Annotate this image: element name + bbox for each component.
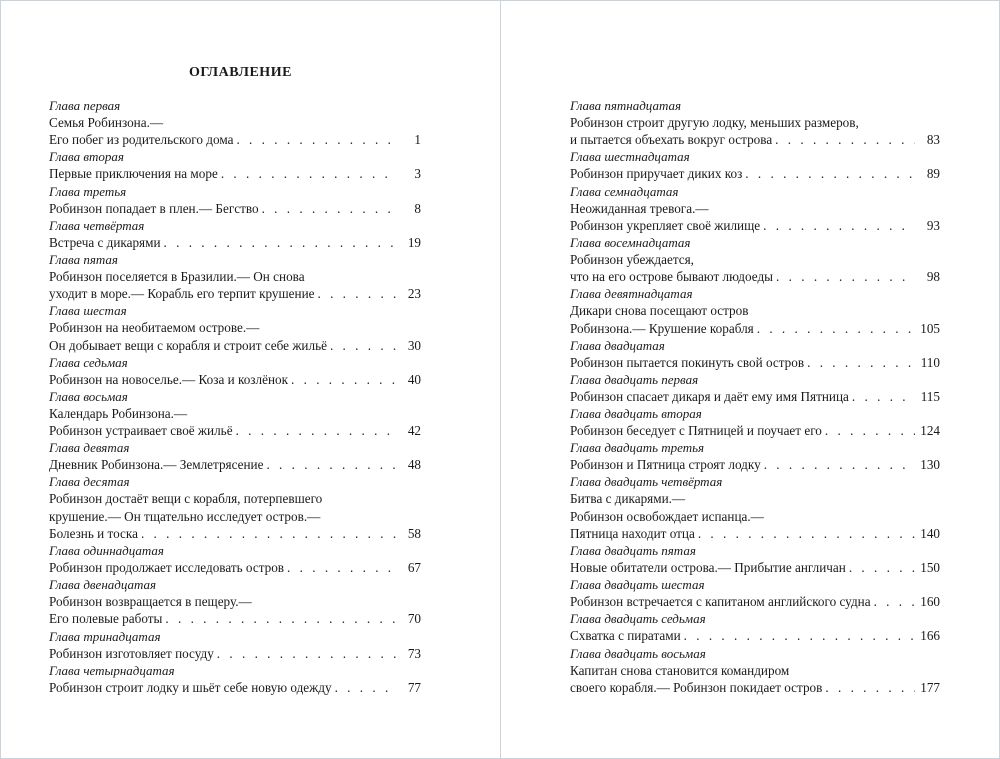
chapter-heading: Глава двадцатая bbox=[570, 337, 665, 353]
dot-leader bbox=[262, 200, 396, 217]
dot-leader bbox=[165, 610, 396, 627]
chapter-title-line: Робинзон возвращается в пещеру.— bbox=[49, 594, 252, 610]
toc-entry bbox=[570, 148, 940, 182]
chapter-heading: Глава первая bbox=[49, 98, 121, 113]
chapter-title-last-line bbox=[49, 645, 421, 662]
chapter-title-text: Он добывает вещи с корабля и строит себе жильё bbox=[49, 337, 327, 353]
chapter-title-text: что на его острове бывают людоеды bbox=[570, 269, 774, 285]
toc-entry bbox=[570, 645, 940, 696]
toc-list-right bbox=[570, 97, 940, 696]
page-number: 93 bbox=[926, 217, 940, 233]
dot-leader bbox=[745, 165, 915, 182]
chapter-title-text: Первые приключения на море bbox=[49, 166, 218, 182]
dot-leader bbox=[849, 559, 915, 576]
toc-entry bbox=[570, 439, 940, 473]
chapter-title-text: Робинзон на новоселье.— Коза и козлёнок bbox=[49, 371, 288, 387]
chapter-title-text: и пытается объехать вокруг острова bbox=[570, 132, 773, 148]
dot-leader bbox=[335, 679, 396, 696]
chapter-title-last-line bbox=[570, 165, 940, 182]
chapter-heading: Глава девятая bbox=[49, 440, 130, 456]
chapter-title-text: своего корабля.— Робинзон покидает остров bbox=[570, 679, 823, 695]
chapter-title-last-line bbox=[570, 456, 940, 473]
toc-entry bbox=[49, 97, 421, 148]
chapter-heading: Глава шестнадцатая bbox=[570, 149, 690, 165]
dot-leader bbox=[291, 371, 396, 388]
chapter-title-text: Робинзон изготовляет посуду bbox=[49, 645, 214, 661]
page-number: 177 bbox=[920, 679, 940, 695]
toc-entry bbox=[49, 542, 421, 576]
toc-entry bbox=[49, 251, 421, 302]
chapter-title-text: Робинзон строит лодку и шьёт себе новую одежду bbox=[49, 679, 332, 695]
dot-leader bbox=[217, 645, 396, 662]
chapter-title-text: уходит в море.— Корабль его терпит крушение bbox=[49, 286, 315, 302]
toc-entry bbox=[49, 439, 421, 473]
dot-leader bbox=[825, 422, 915, 439]
page-number: 105 bbox=[920, 320, 940, 336]
page-number: 83 bbox=[926, 132, 940, 148]
chapter-heading: Глава пятая bbox=[49, 251, 118, 267]
chapter-title-text: Пятница находит отца bbox=[570, 525, 695, 541]
chapter-title-last-line bbox=[49, 456, 421, 473]
chapter-title-last-line bbox=[49, 131, 421, 148]
toc-entry bbox=[570, 576, 940, 610]
chapter-heading: Глава одиннадцатая bbox=[49, 543, 164, 558]
dot-leader bbox=[776, 268, 915, 285]
dot-leader bbox=[807, 354, 915, 371]
chapter-title-text: Робинзона.— Крушение корабля bbox=[570, 320, 754, 336]
chapter-title-last-line bbox=[49, 285, 421, 302]
page-number: 30 bbox=[407, 337, 421, 353]
chapter-title-last-line bbox=[49, 371, 421, 388]
page-number: 73 bbox=[407, 645, 421, 661]
chapter-heading: Глава третья bbox=[49, 183, 127, 199]
chapter-title-line: Робинзон освобождает испанца.— bbox=[570, 508, 764, 524]
chapter-heading: Глава вторая bbox=[49, 149, 124, 165]
toc-entry bbox=[49, 148, 421, 182]
chapter-heading: Глава двадцать четвёртая bbox=[570, 474, 723, 490]
chapter-title-last-line bbox=[49, 422, 421, 439]
page-number: 89 bbox=[926, 166, 940, 182]
toc-entry bbox=[49, 354, 421, 388]
page-number: 166 bbox=[920, 628, 940, 644]
chapter-heading: Глава восьмая bbox=[49, 388, 128, 404]
page-number: 124 bbox=[920, 423, 940, 439]
dot-leader bbox=[141, 525, 396, 542]
page-number: 42 bbox=[407, 423, 421, 439]
toc-entry bbox=[49, 662, 421, 696]
chapter-title-last-line bbox=[570, 320, 940, 337]
chapter-title-line: Неожиданная тревога.— bbox=[570, 200, 709, 216]
dot-leader bbox=[764, 456, 915, 473]
chapter-heading: Глава двадцать шестая bbox=[570, 577, 705, 593]
page-number: 130 bbox=[920, 457, 940, 473]
chapter-title-last-line bbox=[49, 679, 421, 696]
chapter-heading: Глава двадцать восьмая bbox=[570, 645, 706, 661]
page-number: 98 bbox=[926, 269, 940, 285]
toc-entry bbox=[49, 473, 421, 542]
toc-entry bbox=[570, 337, 940, 371]
chapter-heading: Глава двадцать пятая bbox=[570, 543, 696, 558]
page-number: 1 bbox=[414, 132, 421, 148]
chapter-title-last-line bbox=[570, 217, 940, 234]
chapter-title-text: Новые обитатели острова.— Прибытие англичан bbox=[570, 560, 846, 575]
page-number: 70 bbox=[407, 611, 421, 627]
dot-leader bbox=[763, 217, 915, 234]
chapter-title-text: Робинзон устраивает своё жильё bbox=[49, 423, 233, 439]
chapter-title-last-line bbox=[570, 679, 940, 696]
toc-entry bbox=[49, 217, 421, 251]
chapter-heading: Глава девятнадцатая bbox=[570, 286, 693, 302]
chapter-title-text: Робинзон укрепляет своё жилище bbox=[570, 217, 761, 233]
chapter-heading: Глава пятнадцатая bbox=[570, 98, 682, 113]
chapter-heading: Глава седьмая bbox=[49, 354, 128, 370]
dot-leader bbox=[317, 285, 396, 302]
chapter-title-last-line bbox=[570, 388, 940, 405]
chapter-title-text: Встреча с дикарями bbox=[49, 234, 161, 250]
chapter-heading: Глава двадцать седьмая bbox=[570, 611, 706, 627]
chapter-title-line: Семья Робинзона.— bbox=[49, 115, 164, 130]
dot-leader bbox=[757, 320, 915, 337]
chapter-title-line: крушение.— Он тщательно исследует остров.— bbox=[49, 508, 321, 524]
dot-leader bbox=[236, 131, 396, 148]
toc-entry bbox=[570, 285, 940, 336]
chapter-title-last-line bbox=[49, 165, 421, 182]
chapter-title-last-line bbox=[570, 593, 940, 610]
chapter-title-text: Робинзон приручает диких коз bbox=[570, 166, 743, 182]
toc-entry bbox=[570, 405, 940, 439]
chapter-heading: Глава двадцать первая bbox=[570, 371, 699, 387]
chapter-title-text: Дневник Робинзона.— Землетрясение bbox=[49, 457, 264, 473]
toc-entry bbox=[570, 473, 940, 542]
dot-leader bbox=[287, 559, 396, 576]
page-number: 23 bbox=[407, 286, 421, 302]
page-number: 19 bbox=[407, 234, 421, 250]
chapter-heading: Глава четвёртая bbox=[49, 217, 145, 233]
chapter-heading: Глава двадцать вторая bbox=[570, 406, 702, 422]
toc-list-left bbox=[49, 97, 421, 696]
chapter-title-last-line bbox=[570, 627, 940, 644]
page-number: 40 bbox=[407, 371, 421, 387]
chapter-heading: Глава восемнадцатая bbox=[570, 234, 691, 250]
toc-entry bbox=[570, 610, 940, 644]
chapter-heading: Глава четырнадцатая bbox=[49, 662, 175, 678]
chapter-title-text: Болезнь и тоска bbox=[49, 525, 138, 541]
chapter-title-last-line bbox=[49, 337, 421, 354]
chapter-title-text: Робинзон пытается покинуть свой остров bbox=[570, 354, 805, 370]
toc-entry bbox=[49, 302, 421, 353]
toc-entry bbox=[49, 388, 421, 439]
page-number: 58 bbox=[407, 525, 421, 541]
chapter-heading: Глава двадцать третья bbox=[570, 440, 705, 456]
chapter-title-line: Календарь Робинзона.— bbox=[49, 405, 188, 421]
toc-title: ОГЛАВЛЕНИЕ bbox=[189, 65, 292, 80]
page-number: 115 bbox=[920, 388, 940, 404]
page-number: 150 bbox=[920, 560, 940, 575]
toc-entry bbox=[570, 234, 940, 285]
chapter-title-last-line bbox=[49, 610, 421, 627]
chapter-title-last-line bbox=[49, 559, 421, 576]
chapter-title-last-line bbox=[570, 422, 940, 439]
chapter-title-text: Робинзон и Пятница строят лодку bbox=[570, 457, 761, 473]
chapter-title-last-line bbox=[570, 525, 940, 542]
toc-entry bbox=[570, 542, 940, 576]
chapter-title-last-line bbox=[570, 268, 940, 285]
chapter-title-line: Робинзон достаёт вещи с корабля, потерпевшего bbox=[49, 491, 323, 507]
dot-leader bbox=[330, 337, 396, 354]
toc-entry bbox=[570, 371, 940, 405]
chapter-title-text: Его побег из родительского дома bbox=[49, 132, 234, 148]
chapter-heading: Глава десятая bbox=[49, 474, 130, 490]
dot-leader bbox=[775, 131, 915, 148]
page-number: 110 bbox=[920, 354, 940, 370]
chapter-title-line: Робинзон убеждается, bbox=[570, 251, 694, 267]
dot-leader bbox=[236, 422, 396, 439]
chapter-title-text: Схватка с пиратами bbox=[570, 628, 681, 644]
page-number: 77 bbox=[407, 679, 421, 695]
toc-entry bbox=[570, 183, 940, 234]
chapter-heading: Глава тринадцатая bbox=[49, 628, 161, 644]
chapter-title-text: Робинзон продолжает исследовать остров bbox=[49, 560, 285, 575]
dot-leader bbox=[698, 525, 915, 542]
dot-leader bbox=[825, 679, 915, 696]
dot-leader bbox=[852, 388, 915, 405]
chapter-title-line: Робинзон на необитаемом острове.— bbox=[49, 320, 260, 336]
toc-entry bbox=[49, 183, 421, 217]
dot-leader bbox=[164, 234, 396, 251]
chapter-heading: Глава семнадцатая bbox=[570, 183, 679, 199]
chapter-title-line: Битва с дикарями.— bbox=[570, 491, 686, 507]
chapter-title-text: Робинзон спасает дикаря и даёт ему имя Пятница bbox=[570, 388, 849, 404]
page-number: 8 bbox=[414, 200, 421, 216]
dot-leader bbox=[266, 456, 396, 473]
chapter-title-line: Дикари снова посещают остров bbox=[570, 303, 749, 319]
chapter-title-last-line bbox=[570, 131, 940, 148]
dot-leader bbox=[221, 165, 396, 182]
toc-entry bbox=[49, 576, 421, 627]
page-number: 140 bbox=[920, 525, 940, 541]
chapter-title-last-line bbox=[570, 354, 940, 371]
toc-entry bbox=[570, 97, 940, 148]
chapter-title-text: Робинзон попадает в плен.— Бегство bbox=[49, 200, 259, 216]
page-number: 3 bbox=[414, 166, 421, 182]
chapter-title-text: Робинзон встречается с капитаном английского судна bbox=[570, 594, 871, 610]
chapter-title-line: Капитан снова становится командиром bbox=[570, 662, 790, 678]
chapter-title-line: Робинзон поселяется в Бразилии.— Он снова bbox=[49, 268, 305, 284]
chapter-title-last-line bbox=[49, 525, 421, 542]
dot-leader bbox=[684, 627, 915, 644]
chapter-title-text: Робинзон беседует с Пятницей и поучает его bbox=[570, 423, 822, 439]
chapter-title-last-line bbox=[49, 234, 421, 251]
chapter-heading: Глава шестая bbox=[49, 303, 127, 319]
chapter-title-last-line bbox=[49, 200, 421, 217]
dot-leader bbox=[874, 593, 915, 610]
chapter-title-last-line bbox=[570, 559, 940, 576]
toc-entry bbox=[49, 628, 421, 662]
page-gutter bbox=[500, 1, 501, 758]
chapter-heading: Глава двенадцатая bbox=[49, 577, 157, 593]
page-number: 48 bbox=[407, 457, 421, 473]
page-number: 67 bbox=[407, 560, 421, 575]
page-number: 160 bbox=[920, 594, 940, 610]
chapter-title-line: Робинзон строит другую лодку, меньших размеров, bbox=[570, 115, 859, 130]
chapter-title-text: Его полевые работы bbox=[49, 611, 163, 627]
